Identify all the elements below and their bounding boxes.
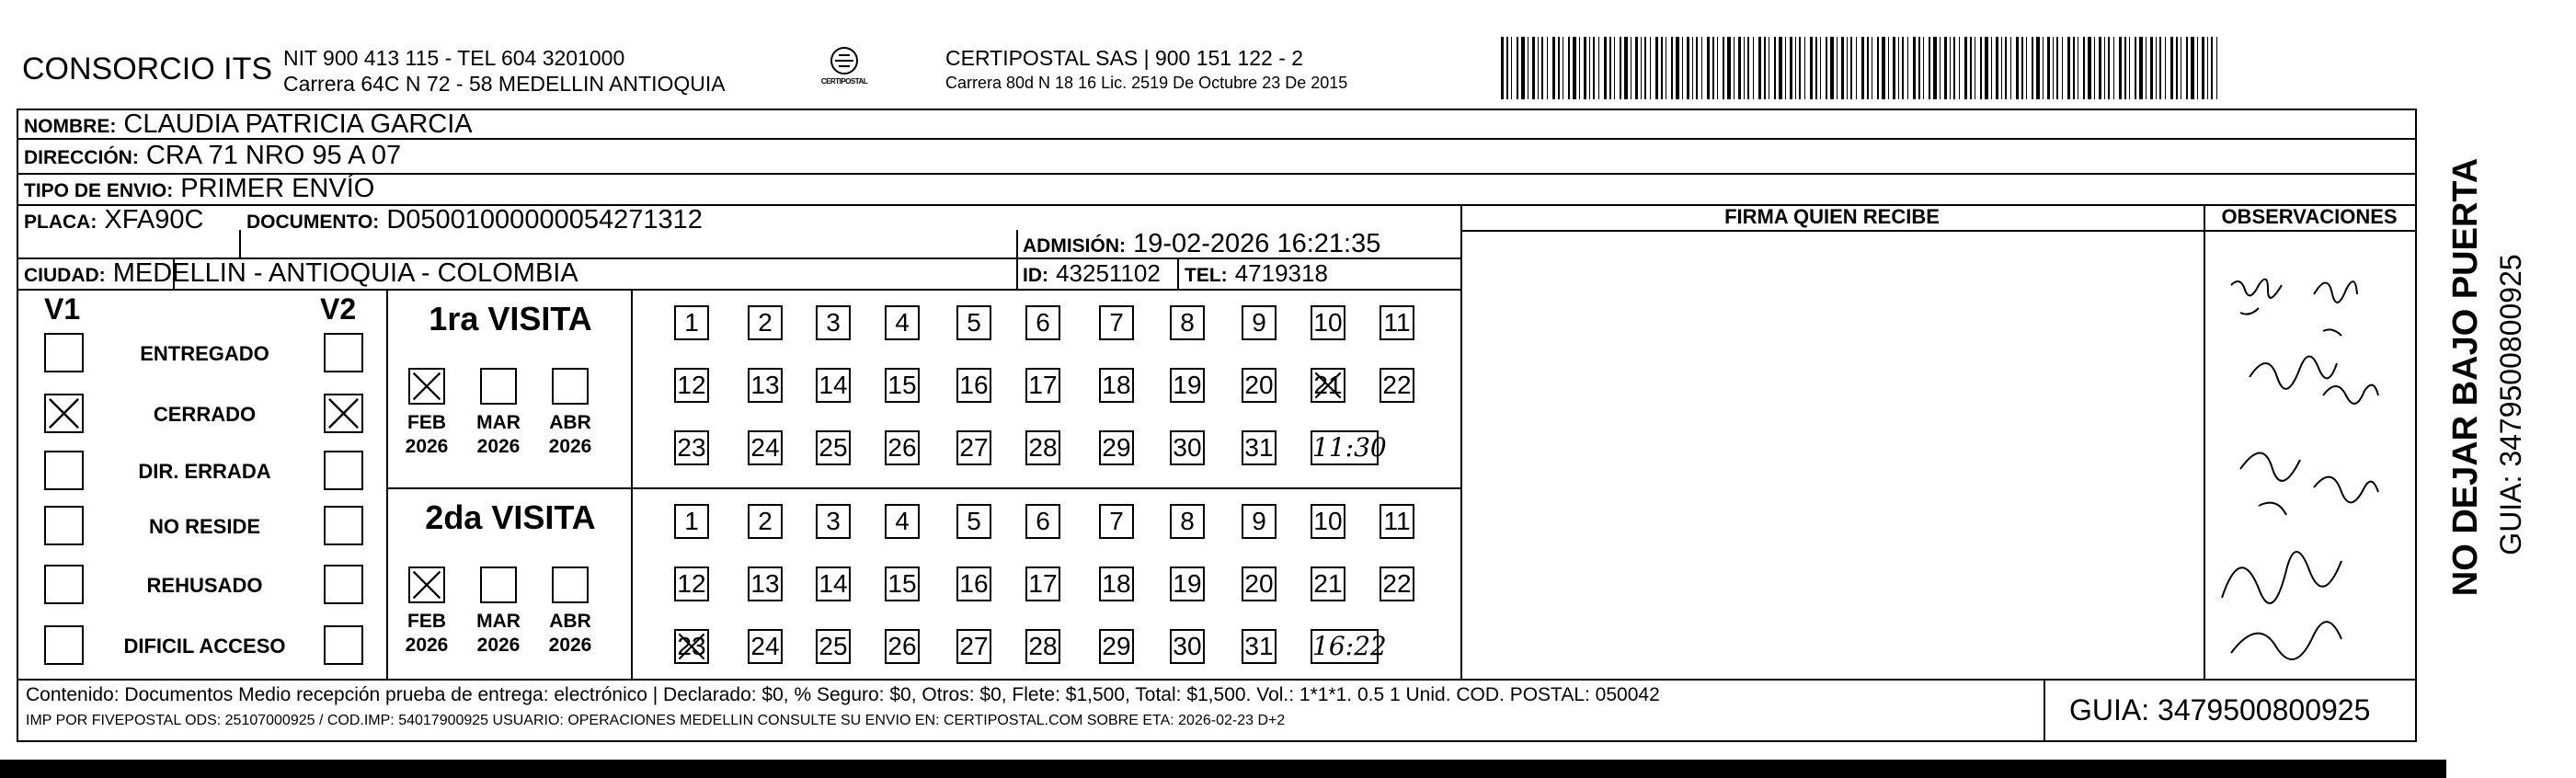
visit-day-number: 23 — [677, 632, 706, 660]
visit-day[interactable]: 10 — [1311, 305, 1345, 340]
visit-day[interactable]: 6 — [1025, 305, 1060, 340]
carrier-name: CERTIPOSTAL SAS | 900 151 122 - 2 — [945, 46, 1304, 70]
visit-day[interactable]: 22 — [1380, 566, 1414, 601]
placa-row — [24, 204, 203, 238]
observaciones-handwriting — [2204, 230, 2415, 679]
status-v2-checkbox[interactable] — [324, 333, 363, 372]
visit-day[interactable]: 16 — [956, 368, 991, 403]
bottom-edge — [0, 760, 2446, 778]
visit-day[interactable]: 26 — [885, 430, 920, 465]
status-v1-checkbox[interactable] — [44, 565, 84, 604]
visit-month-year: 2026 — [548, 635, 592, 656]
visit-day[interactable]: 23 — [674, 430, 709, 465]
visit-day[interactable]: 6 — [1025, 504, 1060, 539]
status-label: CERRADO — [153, 403, 257, 426]
visit-day[interactable]: 2 — [748, 504, 783, 539]
visit-day[interactable]: 16 — [956, 566, 991, 601]
documento-label: DOCUMENTO: — [246, 212, 380, 233]
visit-day[interactable]: 14 — [816, 368, 851, 403]
visit-day[interactable]: 3 — [816, 504, 851, 539]
status-label: REHUSADO — [146, 574, 263, 597]
visit-day[interactable]: 2 — [748, 305, 783, 340]
placa-value: XFA90C — [104, 205, 204, 235]
visit-day-number: 21 — [1313, 371, 1343, 399]
visit-month-name: MAR — [476, 412, 521, 433]
visit-day[interactable]: 11 — [1380, 504, 1414, 539]
visit-day[interactable]: 13 — [748, 566, 783, 601]
tel-label: TEL: — [1185, 265, 1228, 286]
visit-day[interactable]: 4 — [885, 504, 920, 539]
visit-month-name: FEB — [407, 611, 446, 632]
visit-day[interactable]: 20 — [1242, 566, 1277, 601]
v1-label: V1 — [44, 292, 81, 326]
admision-label: ADMISIÓN: — [1023, 235, 1126, 257]
nombre-row — [24, 109, 473, 143]
visit-title: 1ra VISITA — [429, 300, 592, 338]
carrier-license: Carrera 80d N 18 16 Lic. 2519 De Octubre 23 De 2015 — [945, 74, 1348, 92]
visit-day[interactable]: 24 — [748, 629, 783, 664]
visit-day[interactable]: 28 — [1025, 629, 1060, 664]
id-value: 43251102 — [1056, 259, 1161, 287]
status-v1-checkbox[interactable] — [44, 506, 84, 545]
documento-row — [246, 204, 703, 238]
nombre-label: NOMBRE: — [24, 116, 117, 137]
visit-day[interactable] — [674, 629, 709, 664]
visit-day[interactable]: 29 — [1099, 629, 1134, 664]
status-label: ENTREGADO — [140, 342, 269, 365]
barcode — [1499, 37, 2226, 99]
visit-day[interactable]: 26 — [885, 629, 920, 664]
status-v1-checkbox[interactable] — [44, 451, 84, 490]
visit-month-year: 2026 — [476, 436, 521, 457]
footer-contenido: Contenido: Documentos Medio recepción prueba de entrega: electrónico | Declarado: $0, % Seguro: $0, Otros: $0, Flete: $1,500, Total: $1,500. Vol.: 1*1*1. 0.5 1 Unid. COD. POSTAL: 050042 — [26, 684, 1660, 705]
id-row — [1023, 257, 1161, 292]
visit-day[interactable]: 30 — [1170, 629, 1205, 664]
tipo-row — [24, 173, 374, 207]
visit-day[interactable]: 27 — [956, 629, 991, 664]
visit-day[interactable] — [1311, 368, 1345, 403]
status-v2-checkbox[interactable] — [324, 451, 363, 490]
visit-day[interactable]: 18 — [1099, 566, 1134, 601]
tel-row — [1185, 257, 1328, 292]
tipo-value: PRIMER ENVÍO — [180, 174, 375, 203]
company-name: CONSORCIO ITS — [22, 51, 273, 86]
visit-day[interactable]: 17 — [1025, 368, 1060, 403]
visit-day[interactable]: 19 — [1170, 566, 1205, 601]
status-v2-checkbox[interactable] — [324, 565, 363, 604]
visit-day[interactable]: 18 — [1099, 368, 1134, 403]
visit-day[interactable]: 4 — [885, 305, 920, 340]
placa-label: PLACA: — [24, 212, 97, 233]
visit-month-checkbox[interactable] — [552, 566, 589, 603]
visit-month-year: 2026 — [476, 635, 521, 656]
visit-day[interactable]: 30 — [1170, 430, 1205, 465]
visit-month-checkbox[interactable] — [480, 566, 517, 603]
visit-month-name: MAR — [476, 611, 521, 632]
visit-day[interactable]: 21 — [1311, 566, 1345, 601]
visit-title: 2da VISITA — [425, 498, 596, 536]
visit-day[interactable]: 25 — [816, 629, 851, 664]
visit-month-year: 2026 — [405, 436, 449, 457]
certipostal-logo — [817, 42, 872, 97]
tipo-label: TIPO DE ENVIO: — [24, 180, 174, 201]
status-label: NO RESIDE — [148, 515, 261, 538]
visit-day[interactable]: 31 — [1242, 629, 1277, 664]
direccion-label: DIRECCIÓN: — [24, 147, 139, 168]
visit-day[interactable]: 5 — [956, 504, 991, 539]
status-v1-checkbox[interactable] — [44, 394, 84, 433]
status-label: DIFICIL ACCESO — [123, 635, 286, 658]
firma-header: FIRMA QUIEN RECIBE — [1724, 205, 1940, 228]
status-v2-checkbox[interactable] — [324, 625, 363, 665]
company-address: Carrera 64C N 72 - 58 MEDELLIN ANTIOQUIA — [283, 72, 726, 96]
visit-day[interactable]: 14 — [816, 566, 851, 601]
visit-day[interactable]: 9 — [1242, 504, 1277, 539]
status-v2-checkbox[interactable] — [324, 394, 363, 433]
admision-value: 19-02-2026 16:21:35 — [1133, 229, 1381, 258]
visit-day[interactable]: 12 — [674, 368, 709, 403]
company-nit: NIT 900 413 115 - TEL 604 3201000 — [283, 46, 625, 70]
visit-day[interactable]: 28 — [1025, 430, 1060, 465]
visit-day[interactable]: 8 — [1170, 305, 1205, 340]
visit-day[interactable]: 10 — [1311, 504, 1345, 539]
visit-month-year: 2026 — [548, 436, 592, 457]
visit-day[interactable]: 15 — [885, 368, 920, 403]
visit-day[interactable]: 19 — [1170, 368, 1205, 403]
visit-time[interactable]: 11:30 — [1311, 430, 1379, 465]
visit-month-year: 2026 — [405, 635, 449, 656]
visit-month-name: ABR — [549, 611, 591, 632]
visit-day[interactable]: 17 — [1025, 566, 1060, 601]
visit-month-name: ABR — [549, 412, 591, 433]
visit-day[interactable]: 1 — [674, 305, 709, 340]
visit-day[interactable]: 31 — [1242, 430, 1277, 465]
visit-day[interactable]: 5 — [956, 305, 991, 340]
side-warning: NO DEJAR BAJO PUERTA — [2446, 157, 2485, 597]
direccion-value: CRA 71 NRO 95 A 07 — [145, 141, 402, 170]
observaciones-header: OBSERVACIONES — [2221, 205, 2398, 228]
visit-time[interactable]: 16:22 — [1311, 629, 1379, 664]
visit-day[interactable]: 25 — [816, 430, 851, 465]
visit-day[interactable]: 22 — [1380, 368, 1414, 403]
visit-day[interactable]: 8 — [1170, 504, 1205, 539]
id-label: ID: — [1023, 265, 1048, 286]
visit-day[interactable]: 7 — [1099, 305, 1134, 340]
v2-label: V2 — [320, 292, 357, 326]
status-v1-checkbox[interactable] — [44, 333, 84, 372]
visit-month-checkbox[interactable] — [552, 368, 589, 405]
ciudad-row — [24, 257, 578, 292]
visit-month-name: FEB — [407, 412, 446, 433]
visit-day[interactable]: 1 — [674, 504, 709, 539]
visit-day[interactable]: 13 — [748, 368, 783, 403]
visit-day[interactable]: 11 — [1380, 305, 1414, 340]
visit-month-checkbox[interactable] — [408, 566, 445, 603]
visit-day[interactable]: 27 — [956, 430, 991, 465]
documento-value: D05001000000054271312 — [386, 205, 703, 235]
visit-month-checkbox[interactable] — [480, 368, 517, 405]
tel-value: 4719318 — [1234, 259, 1328, 287]
visit-day[interactable]: 3 — [816, 305, 851, 340]
footer-guia: GUIA: 3479500800925 — [2069, 693, 2371, 727]
direccion-row — [24, 140, 401, 174]
ciudad-label: CIUDAD: — [24, 265, 106, 286]
visit-day[interactable]: 12 — [674, 566, 709, 601]
visit-day[interactable]: 15 — [885, 566, 920, 601]
visit-day[interactable]: 9 — [1242, 305, 1277, 340]
logo-text: CERTIPOSTAL — [820, 77, 868, 86]
footer-imp: IMP POR FIVEPOSTAL ODS: 25107000925 / COD.IMP: 54017900925 USUARIO: OPERACIONES MEDELLIN CONSULTE SU ENVIO EN: CERTIPOSTAL.COM SOBRE ETA: 2026-02-23 D+2 — [26, 713, 1286, 728]
ciudad-value: MEDELLIN - ANTIOQUIA - COLOMBIA — [112, 258, 578, 288]
nombre-value: CLAUDIA PATRICIA GARCIA — [123, 109, 473, 139]
visit-day[interactable]: 24 — [748, 430, 783, 465]
status-label: DIR. ERRADA — [138, 460, 271, 483]
visit-day[interactable]: 29 — [1099, 430, 1134, 465]
status-v1-checkbox[interactable] — [44, 625, 84, 665]
status-v2-checkbox[interactable] — [324, 506, 363, 545]
visit-day[interactable]: 20 — [1242, 368, 1277, 403]
visit-month-checkbox[interactable] — [408, 368, 445, 405]
visit-day[interactable]: 7 — [1099, 504, 1134, 539]
side-guia: GUIA: 3479500800925 — [2494, 254, 2527, 555]
